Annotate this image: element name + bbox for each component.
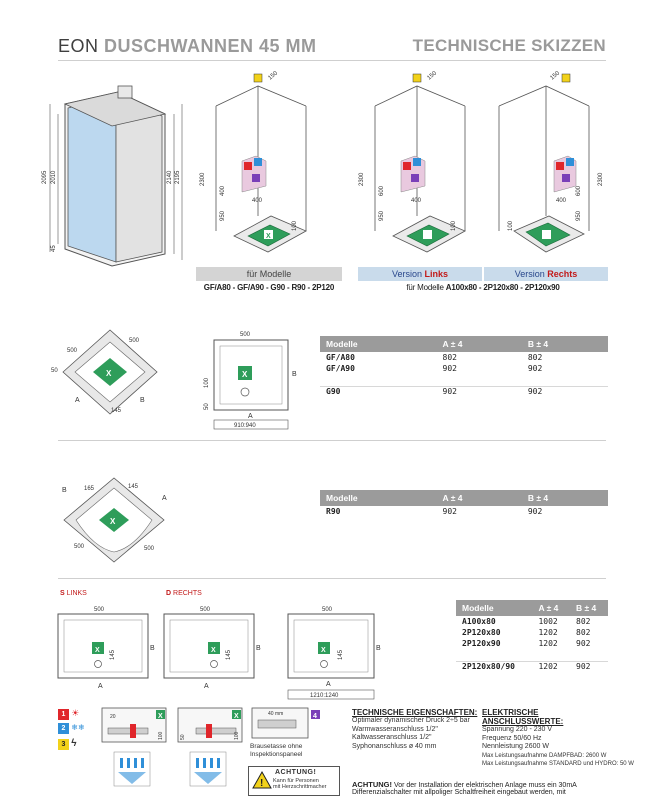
dim-cabin-2195: 2195: [175, 170, 181, 184]
cell-b: 802: [527, 353, 543, 362]
tech-spec-line: Kaltwasseranschluss 1/2": [352, 734, 432, 741]
dim-500-round-b: 500: [144, 546, 155, 552]
th-modelle-1: Modelle: [320, 336, 437, 352]
dim-40mm: 40 mm: [268, 711, 284, 717]
section-divider-1: [58, 440, 606, 441]
tech-spec-line: Warmwasseranschluss 1/2": [352, 725, 438, 733]
dim-a-iso: A: [75, 397, 80, 404]
elec-spec-line: Max Leistungsaufnahme STANDARD und HYDRO: 50 W: [482, 761, 634, 767]
dim-145-iso: 145: [111, 408, 122, 414]
cell-a: 1202: [538, 628, 558, 637]
version-prefix: für Modelle: [406, 283, 446, 292]
dim-100-b: 100: [451, 220, 457, 231]
label-links: [60, 590, 150, 597]
dim-a-top: A: [248, 413, 253, 420]
tech-specs: [352, 708, 480, 751]
install-note-line-2: Differenzialschalter mit allpoliger Schaltfreiheit eingebaut werden, mit: [352, 789, 566, 796]
page-header: [58, 36, 606, 60]
note-text: Vor der Installation der elektrischen Anlage muss ein 30mA: [392, 782, 577, 789]
svg-text:X: X: [242, 370, 248, 379]
plan-rect-rechts: [160, 602, 260, 692]
warning-text: [273, 778, 326, 790]
rechts-label: RECHTS: [173, 590, 202, 597]
dim-100-a: 100: [292, 220, 298, 231]
install-note-line-1: [352, 780, 608, 789]
cell-model: GF/A80: [326, 353, 355, 362]
dim-b-wide: B: [376, 645, 381, 652]
table-models-2: [320, 490, 608, 517]
corner-sketch-rechts: [484, 66, 609, 266]
dim-2300-a: 2300: [200, 172, 206, 186]
header-divider: [58, 60, 606, 61]
tab-rechts-prefix: Version: [514, 269, 548, 279]
dim-145-links: 145: [110, 649, 116, 660]
table-models-3: [456, 600, 608, 672]
dim-400-c: 400: [411, 198, 422, 204]
plan-square-top: [192, 326, 302, 430]
table-models-1: [320, 336, 608, 397]
note-bold: ACHTUNG!: [352, 780, 392, 789]
svg-text:X: X: [110, 517, 116, 526]
th-modelle-2: Modelle: [320, 490, 437, 506]
dim-2300-b: 2300: [359, 172, 365, 186]
tech-spec-line: Optimaler dynamischer Druck 2÷5 bar: [352, 717, 470, 724]
dim-20: 20: [110, 714, 116, 720]
cell-a: 1202: [532, 661, 570, 672]
th-modelle-3: Modelle: [456, 600, 532, 616]
tab-links-prefix: Version: [391, 269, 425, 279]
cell-b: 902: [527, 364, 543, 373]
cell-b: 902: [527, 507, 543, 516]
svg-text:X: X: [321, 647, 326, 654]
cell-model: 2P120x80/90: [456, 661, 532, 672]
dim-100-top: 100: [204, 377, 210, 388]
lightning-icon: ϟ: [71, 738, 77, 749]
drain-sketch-1: [100, 706, 168, 796]
dim-600-c: 600: [576, 185, 582, 196]
dim-500-wide: 500: [322, 607, 333, 613]
mark-x-green-2: X: [158, 713, 163, 720]
dim-950-a: 950: [220, 210, 226, 221]
dim-500-round-a: 500: [74, 544, 85, 550]
section-divider-2: [58, 578, 606, 579]
legend-item-3: [58, 738, 98, 753]
dim-400-d: 400: [556, 198, 567, 204]
cell-b: 902: [522, 386, 608, 397]
legend-item-1: [58, 708, 98, 723]
dim-600-b: 600: [379, 185, 385, 196]
cell-a: 902: [442, 507, 457, 516]
dim-height-2010: 2010: [51, 170, 57, 184]
tab-version-links: [358, 267, 482, 281]
dim-100-legend-2: 100: [234, 731, 240, 740]
dim-b-rechts: B: [256, 645, 261, 652]
dim-165-round: 165: [84, 486, 95, 492]
plan-rect-wide: [284, 602, 384, 702]
cell-a: 1002: [538, 617, 558, 626]
dim-500-iso-a: 500: [67, 348, 78, 354]
corner-sketch-models: [196, 66, 321, 266]
version-models-bold: A100x80 - 2P120x80 - 2P120x90: [445, 283, 560, 292]
legend-item-2: [58, 723, 98, 738]
cell-a: 902: [442, 364, 457, 373]
dim-910-940: 910:940: [234, 423, 256, 429]
th-a-1: A ± 4: [437, 336, 522, 352]
cell-b: 802: [576, 628, 591, 637]
plan-round-iso: [44, 470, 184, 570]
cell-model: A100x80: [462, 617, 496, 626]
badge-cold: 2: [58, 723, 69, 734]
th-a-3: A ± 4: [532, 600, 570, 616]
plan-rect-links: [54, 602, 154, 692]
dim-b-iso: B: [140, 397, 145, 404]
dim-a-round: A: [162, 495, 167, 502]
brand-title: [58, 36, 317, 57]
inspection-note: Brausetasse ohne Inspektionspaneel: [250, 743, 303, 758]
dim-cabin-2140: 2140: [167, 170, 173, 184]
cell-b: 902: [576, 639, 591, 648]
dim-500-rechts: 500: [200, 607, 211, 613]
elec-spec-line: Nennleistung 2600 W: [482, 743, 549, 750]
cell-b: 802: [576, 617, 591, 626]
elec-spec-line: Max Leistungsaufnahme DAMPFBAD: 2600 W: [482, 752, 607, 759]
dim-1210-1240: 1210:1240: [310, 693, 339, 699]
dim-b-round: B: [62, 487, 67, 494]
dim-a-links: A: [98, 683, 103, 690]
svg-text:X: X: [234, 713, 239, 720]
dim-145-rechts: 145: [226, 649, 232, 660]
cell-model: 2P120x90: [462, 639, 501, 648]
dim-b-top: B: [292, 371, 297, 378]
warning-line-1: Kann für Personen: [273, 778, 319, 784]
snowflake-icon: ❄❄: [71, 723, 85, 732]
dim-50-legend: 50: [180, 734, 186, 740]
label-rechts: [166, 590, 256, 597]
elec-specs: [482, 708, 634, 769]
cell-model: G90: [320, 386, 437, 397]
dim-500-iso-b: 500: [129, 338, 140, 344]
warning-line-2: mit Herzschrittmacher: [273, 784, 327, 790]
dim-50-top: 50: [204, 403, 210, 410]
mark-x-green-1: X: [266, 233, 271, 240]
elec-specs-title: ELEKTRISCHE ANSCHLUSSWERTE:: [482, 708, 564, 726]
dim-height-2095: 2095: [42, 170, 48, 184]
dim-150-c: 150: [549, 70, 561, 82]
badge-hot: 1: [58, 709, 69, 720]
dim-100-legend: 100: [158, 731, 164, 740]
svg-text:X: X: [95, 647, 100, 654]
dim-400-b: 400: [252, 198, 263, 204]
tab-rechts-bold: Rechts: [547, 269, 578, 279]
warning-title: ACHTUNG!: [275, 769, 317, 776]
cell-model: R90: [326, 507, 341, 516]
th-b-1: B ± 4: [522, 336, 608, 352]
cell-a: 902: [437, 386, 522, 397]
legend-badges: [58, 708, 98, 753]
sun-icon: ☀: [71, 708, 80, 718]
drain-sketch-2: [176, 706, 244, 796]
plan-square-iso: [45, 322, 175, 422]
rechts-letter: D: [166, 590, 172, 597]
links-label: LINKS: [66, 590, 87, 597]
brand-light: EON: [58, 36, 99, 56]
dim-b-links: B: [150, 645, 155, 652]
tab-models: [196, 267, 342, 281]
dim-500-links: 500: [94, 607, 105, 613]
dim-950-c: 950: [576, 210, 582, 221]
cell-a: 802: [442, 353, 457, 362]
install-note: [352, 780, 608, 796]
dim-a-wide: A: [326, 681, 331, 688]
th-a-2: A ± 4: [437, 490, 522, 506]
warning-box: [248, 766, 340, 796]
section-title: TECHNISCHE SKIZZEN: [412, 36, 606, 55]
cell-model: 2P120x80: [462, 628, 501, 637]
links-letter: S: [60, 590, 65, 597]
dim-400-a: 400: [220, 185, 226, 196]
dim-150-b: 150: [426, 70, 438, 82]
dim-150-a: 150: [267, 70, 279, 82]
dim-base-45: 45: [51, 245, 57, 252]
tab-links-bold: Links: [424, 269, 449, 279]
svg-text:X: X: [106, 369, 112, 378]
mark-4-purple: 4: [313, 713, 317, 720]
brand-bold: DUSCHWANNEN 45 MM: [104, 36, 317, 56]
cell-a: 1202: [538, 639, 558, 648]
models-list: GF/A80 - GF/A90 - G90 - R90 - 2P120: [203, 283, 335, 292]
cabin-sketch: [40, 74, 190, 269]
th-b-2: B ± 4: [522, 490, 608, 506]
version-models: [358, 283, 608, 292]
dim-950-b: 950: [379, 210, 385, 221]
tab-models-label: für Modelle: [246, 269, 292, 279]
cell-b: 902: [570, 661, 608, 672]
dim-a-rechts: A: [204, 683, 209, 690]
th-b-3: B ± 4: [570, 600, 608, 616]
dim-145-wide: 145: [338, 649, 344, 660]
dim-145-round: 145: [128, 484, 139, 490]
inspection-sketch: [250, 706, 322, 740]
elec-spec-line: Frequenz 50/60 Hz: [482, 734, 542, 742]
corner-sketch-links: [355, 66, 480, 266]
tech-specs-title: TECHNISCHE EIGENSCHAFTEN:: [352, 708, 478, 717]
tech-spec-line: Syphonanschluss ø 40 mm: [352, 742, 437, 750]
dim-500-top: 500: [240, 332, 251, 338]
tab-version-rechts: [484, 267, 608, 281]
dim-2300-c: 2300: [598, 172, 604, 186]
dim-100-c: 100: [508, 220, 514, 231]
svg-text:!: !: [260, 778, 264, 789]
badge-power: 3: [58, 739, 69, 750]
cell-model: GF/A90: [326, 364, 355, 373]
elec-spec-line: Spannung 220 - 230 V: [482, 726, 553, 733]
svg-text:X: X: [211, 647, 216, 654]
warning-icon: [252, 771, 272, 789]
dim-50-iso: 50: [51, 368, 58, 374]
